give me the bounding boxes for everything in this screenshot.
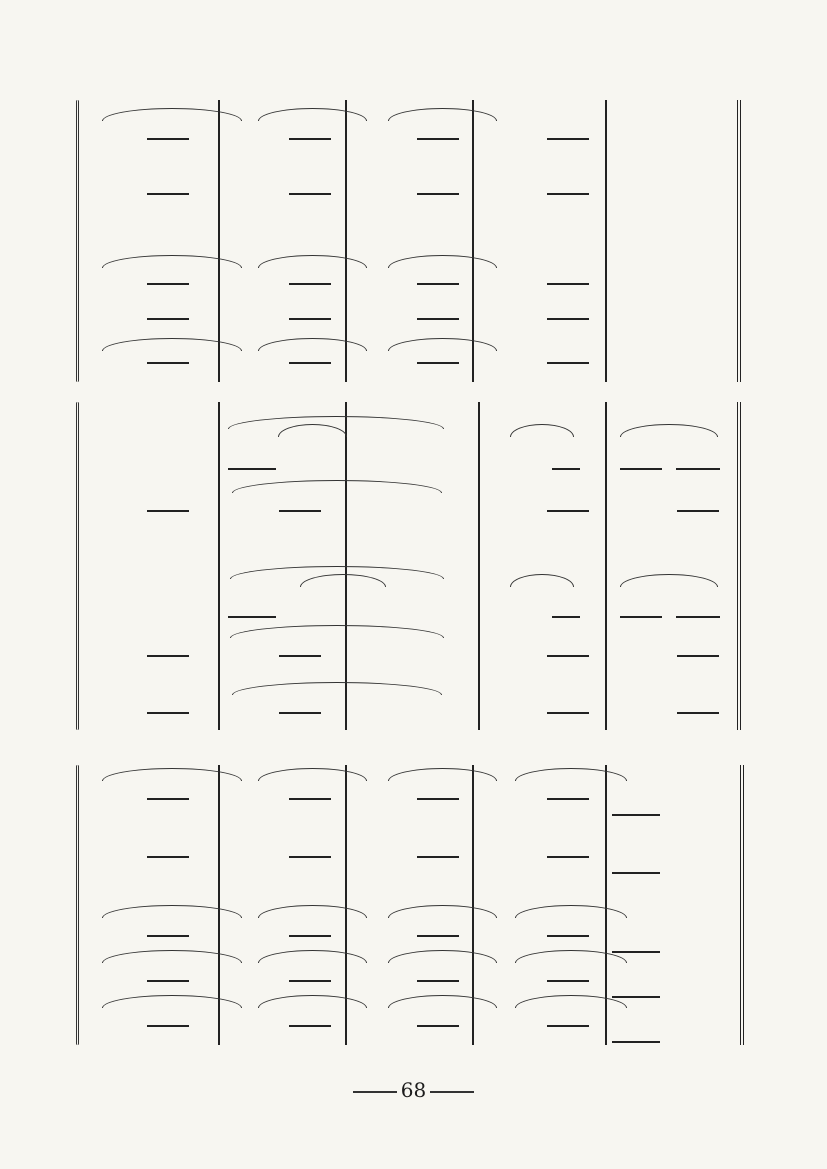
system-2-barline — [605, 402, 607, 730]
note-extension-dash — [417, 138, 459, 140]
tie-arc — [102, 255, 242, 268]
slur-arc — [510, 574, 574, 587]
tie-arc — [258, 255, 367, 268]
system-2-barline — [478, 402, 480, 730]
note-extension-dash — [147, 138, 189, 140]
beam-underline — [612, 814, 660, 816]
note-extension-dash — [147, 362, 189, 364]
note-extension-dash — [147, 712, 189, 714]
note-extension-dash — [417, 193, 459, 195]
note-extension-dash — [147, 798, 189, 800]
note-extension-dash — [547, 655, 589, 657]
tie-arc — [258, 950, 367, 963]
note-extension-dash — [547, 138, 589, 140]
slur-arc — [620, 424, 718, 437]
note-extension-dash — [289, 138, 331, 140]
system-2-final-barline — [737, 402, 741, 730]
tie-arc — [388, 338, 497, 351]
note-extension-dash — [289, 980, 331, 982]
note-extension-dash — [147, 318, 189, 320]
tie-arc — [258, 768, 367, 781]
tie-arc — [102, 905, 242, 918]
beam-underline — [228, 616, 276, 618]
note-extension-dash — [417, 935, 459, 937]
tie-arc — [258, 905, 367, 918]
beam-underline — [612, 951, 660, 953]
system-2-barline — [218, 402, 220, 730]
system-1-brace — [76, 100, 79, 382]
tie-arc — [388, 768, 497, 781]
note-extension-dash — [547, 798, 589, 800]
note-extension-dash — [417, 362, 459, 364]
slur-arc — [232, 682, 442, 695]
beam-underline — [228, 468, 276, 470]
note-extension-dash — [147, 193, 189, 195]
tie-arc — [388, 905, 497, 918]
note-extension-dash — [547, 856, 589, 858]
slur-arc — [620, 574, 718, 587]
tie-arc — [515, 768, 627, 781]
note-extension-dash — [289, 1025, 331, 1027]
beam-underline — [612, 996, 660, 998]
note-extension-dash — [289, 283, 331, 285]
tie-arc — [258, 995, 367, 1008]
tie-arc — [102, 768, 242, 781]
system-3-final-barline — [740, 765, 744, 1045]
note-extension-dash — [417, 283, 459, 285]
note-extension-dash — [147, 935, 189, 937]
note-extension-dash — [289, 193, 331, 195]
tie-arc — [515, 995, 627, 1008]
note-extension-dash — [147, 856, 189, 858]
note-extension-dash — [547, 712, 589, 714]
tie-arc — [515, 950, 627, 963]
beam-underline — [620, 468, 662, 470]
note-extension-dash — [417, 798, 459, 800]
beam-underline — [676, 468, 720, 470]
note-extension-dash — [289, 362, 331, 364]
note-extension-dash — [547, 980, 589, 982]
note-extension-dash — [289, 318, 331, 320]
tie-arc — [515, 905, 627, 918]
note-extension-dash — [147, 980, 189, 982]
note-extension-dash — [547, 510, 589, 512]
beam-underline — [676, 616, 720, 618]
note-extension-dash — [289, 798, 331, 800]
note-extension-dash — [547, 318, 589, 320]
tie-arc — [102, 995, 242, 1008]
system-3-brace — [76, 765, 79, 1045]
note-extension-dash — [147, 510, 189, 512]
tie-arc — [388, 255, 497, 268]
note-extension-dash — [289, 935, 331, 937]
note-extension-dash — [147, 283, 189, 285]
page-number-rule-left — [353, 1091, 397, 1093]
note-extension-dash — [547, 193, 589, 195]
note-extension-dash — [417, 318, 459, 320]
note-extension-dash — [279, 510, 321, 512]
note-extension-dash — [417, 856, 459, 858]
note-extension-dash — [547, 935, 589, 937]
system-1-barline — [218, 100, 220, 382]
note-extension-dash — [417, 980, 459, 982]
page-number — [0, 1078, 827, 1102]
tie-arc — [102, 338, 242, 351]
slur-arc — [230, 625, 444, 638]
beam-underline — [552, 616, 580, 618]
page-number-rule-right — [430, 1091, 474, 1093]
page-number-text: 68 — [400, 1078, 427, 1102]
beam-underline — [620, 616, 662, 618]
note-extension-dash — [417, 1025, 459, 1027]
tie-arc — [388, 950, 497, 963]
tie-arc — [102, 950, 242, 963]
note-extension-dash — [677, 655, 719, 657]
tie-arc — [102, 108, 242, 121]
note-extension-dash — [279, 655, 321, 657]
tie-arc — [388, 108, 497, 121]
system-2-brace — [76, 402, 79, 730]
note-extension-dash — [289, 856, 331, 858]
tie-arc — [258, 108, 367, 121]
system-1-barline — [605, 100, 607, 382]
beam-underline — [612, 872, 660, 874]
slur-arc — [510, 424, 574, 437]
note-extension-dash — [547, 362, 589, 364]
note-extension-dash — [547, 283, 589, 285]
note-extension-dash — [147, 1025, 189, 1027]
slur-arc — [232, 480, 442, 493]
note-extension-dash — [677, 510, 719, 512]
beam-underline — [612, 1041, 660, 1043]
note-extension-dash — [547, 1025, 589, 1027]
note-extension-dash — [677, 712, 719, 714]
tie-arc — [258, 338, 367, 351]
note-extension-dash — [147, 655, 189, 657]
tie-arc — [388, 995, 497, 1008]
system-1-final-barline — [737, 100, 741, 382]
note-extension-dash — [279, 712, 321, 714]
beam-underline — [552, 468, 580, 470]
